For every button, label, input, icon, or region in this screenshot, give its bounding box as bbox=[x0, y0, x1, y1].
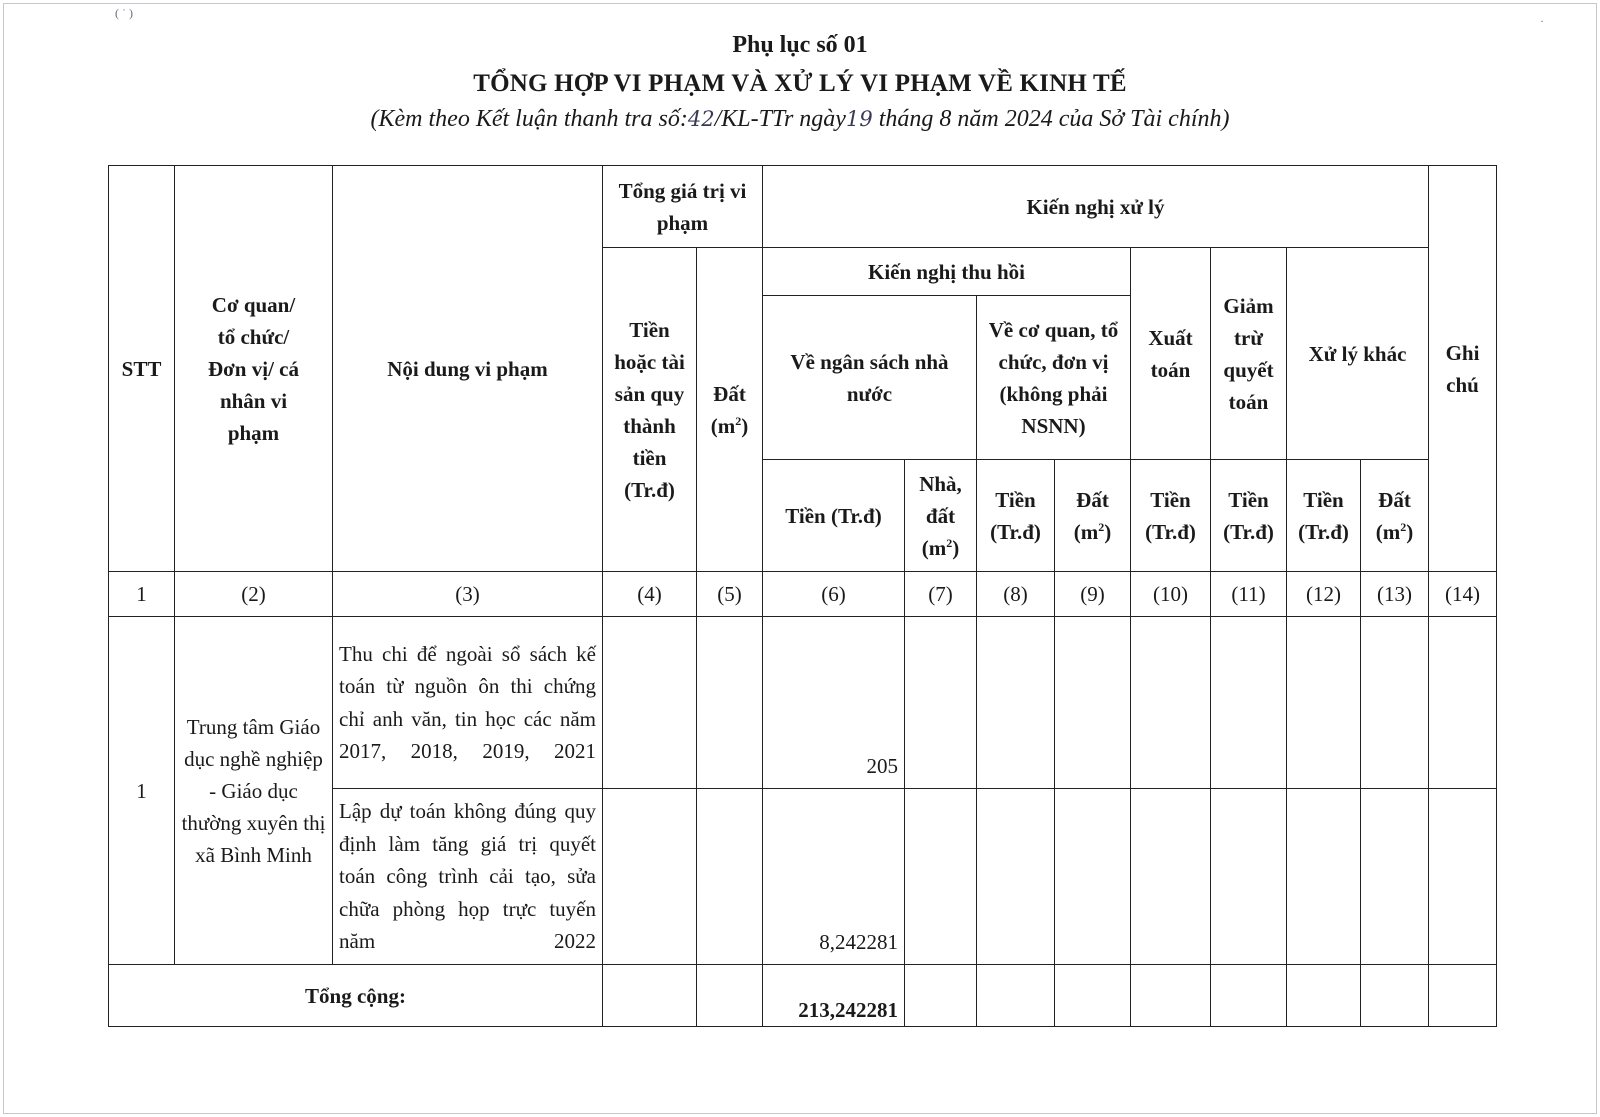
column-number: (7) bbox=[905, 572, 977, 617]
header-other-handling: Xử lý khác bbox=[1287, 248, 1429, 460]
money-label: Tiền bbox=[995, 487, 1036, 512]
header-recovery: Kiến nghị thu hồi bbox=[763, 248, 1131, 296]
column-number: (10) bbox=[1131, 572, 1211, 617]
cell-empty bbox=[1287, 617, 1361, 789]
content-text-last: trực tuyến năm 2022 bbox=[339, 896, 597, 954]
cell-empty bbox=[1287, 965, 1361, 1027]
money-label: Tiền bbox=[1228, 487, 1269, 512]
cell-empty bbox=[977, 789, 1055, 965]
scan-artifact-icon: · bbox=[1540, 14, 1544, 28]
header-other-land: Đất $(m^2)$ bbox=[1361, 460, 1429, 572]
cell-empty bbox=[1429, 617, 1497, 789]
cell-empty bbox=[1131, 617, 1211, 789]
violations-table bbox=[108, 165, 1497, 1027]
column-number: (4) bbox=[603, 572, 697, 617]
header-settlement-deduction: Giảm trừ quyết toán bbox=[1211, 248, 1287, 460]
content-text: Lập dự toán không đúng quy định làm tăng giá trị quyết toán công trình cải tạo, sửa chữa phòng họp bbox=[339, 799, 596, 921]
trd-label: (Tr.đ) bbox=[1145, 519, 1196, 544]
cell-empty bbox=[1361, 617, 1429, 789]
column-number: (8) bbox=[977, 572, 1055, 617]
row-org: Trung tâm Giáo dục nghề nghiệp - Giáo dục thường xuyên thị xã Bình Minh bbox=[175, 617, 333, 965]
subtitle-suffix: tháng 8 năm 2024 của Sở Tài chính) bbox=[872, 106, 1230, 132]
handwritten-number: 42 bbox=[687, 107, 715, 131]
column-number: (14) bbox=[1429, 572, 1497, 617]
header-state-budget: Về ngân sách nhà nước bbox=[763, 296, 977, 460]
land-unit: (m bbox=[1375, 519, 1401, 544]
header-house-land: Nhà, đất $(m^2)$ bbox=[905, 460, 977, 572]
header-org-land: Đất $(m^2)$ bbox=[1055, 460, 1131, 572]
header-house-land-label: Nhà, đất bbox=[919, 471, 962, 528]
scan-artifact-icon: ( ˙ ) bbox=[115, 6, 133, 20]
header-land-unit: (m bbox=[710, 413, 736, 438]
subtitle-mid: /KL-TTr ngày bbox=[714, 106, 846, 132]
column-number: (9) bbox=[1055, 572, 1131, 617]
content-text-last: 2019, 2021 bbox=[482, 739, 597, 763]
header-write-off: Xuất toán bbox=[1131, 248, 1211, 460]
cell-state-budget-money: 8,242281 bbox=[763, 789, 905, 965]
column-number: (12) bbox=[1287, 572, 1361, 617]
trd-label: (Tr.đ) bbox=[1223, 519, 1274, 544]
column-number-row bbox=[109, 572, 1497, 617]
header-stt: STT bbox=[109, 166, 175, 572]
cell-empty bbox=[697, 965, 763, 1027]
column-number: (2) bbox=[175, 572, 333, 617]
cell-empty bbox=[1131, 789, 1211, 965]
total-label: Tổng cộng: bbox=[109, 965, 603, 1027]
header-notes: Ghi chú bbox=[1429, 166, 1497, 572]
cell-empty bbox=[1361, 789, 1429, 965]
column-number: (3) bbox=[333, 572, 603, 617]
header-house-land-unit: (m bbox=[921, 535, 947, 560]
cell-empty bbox=[1211, 965, 1287, 1027]
cell-empty bbox=[977, 617, 1055, 789]
cell-empty bbox=[1287, 789, 1361, 965]
header-proposal: Kiến nghị xử lý bbox=[763, 166, 1429, 248]
cell-empty bbox=[1055, 965, 1131, 1027]
cell-state-budget-money: 205 bbox=[763, 617, 905, 789]
cell-empty bbox=[1429, 965, 1497, 1027]
row-stt: 1 bbox=[109, 617, 175, 965]
cell-empty bbox=[603, 965, 697, 1027]
document-subtitle bbox=[0, 106, 1600, 133]
row-content bbox=[333, 789, 603, 965]
handwritten-day: 19 bbox=[845, 107, 873, 131]
cell-empty bbox=[905, 789, 977, 965]
trd-label: (Tr.đ) bbox=[1298, 519, 1349, 544]
document-title: TỔNG HỢP VI PHẠM VÀ XỬ LÝ VI PHẠM VỀ KINH TẾ bbox=[473, 70, 1127, 97]
cell-empty bbox=[1211, 617, 1287, 789]
column-number: 1 bbox=[109, 572, 175, 617]
cell-empty bbox=[603, 617, 697, 789]
table-row bbox=[109, 617, 1497, 789]
appendix-label: Phụ lục số 01 bbox=[732, 32, 868, 58]
total-state-budget-money: 213,242281 bbox=[763, 965, 905, 1027]
column-number: (13) bbox=[1361, 572, 1429, 617]
cell-empty bbox=[697, 789, 763, 965]
header-org-money bbox=[977, 460, 1055, 572]
header-write-off-money bbox=[1131, 460, 1211, 572]
header-org-not-budget: Về cơ quan, tổ chức, đơn vị (không phải NSNN) bbox=[977, 296, 1131, 460]
header-land: Đất $(m^2)$ bbox=[697, 248, 763, 572]
cell-empty bbox=[905, 965, 977, 1027]
cell-empty bbox=[1131, 965, 1211, 1027]
column-number: (5) bbox=[697, 572, 763, 617]
header-deduction-money bbox=[1211, 460, 1287, 572]
header-land-label: Đất bbox=[713, 381, 746, 406]
subtitle-prefix: (Kèm theo Kết luận thanh tra số: bbox=[370, 106, 688, 132]
cell-empty bbox=[977, 965, 1055, 1027]
cell-empty bbox=[697, 617, 763, 789]
land-label: Đất bbox=[1076, 487, 1109, 512]
column-number: (6) bbox=[763, 572, 905, 617]
cell-empty bbox=[905, 617, 977, 789]
land-unit: (m bbox=[1073, 519, 1099, 544]
cell-empty bbox=[603, 789, 697, 965]
row-content bbox=[333, 617, 603, 789]
content-text: Thu chi để ngoài sổ sách kế toán từ nguồn ôn thi chứng chỉ anh văn, tin học các năm 2017, 2018, bbox=[339, 641, 596, 763]
cell-empty bbox=[1429, 789, 1497, 965]
header-money-or-assets: Tiền hoặc tài sản quy thành tiền (Tr.đ) bbox=[603, 248, 697, 572]
land-label: Đất bbox=[1378, 487, 1411, 512]
header-state-money: Tiền (Tr.đ) bbox=[763, 460, 905, 572]
cell-empty bbox=[1055, 617, 1131, 789]
column-number: (11) bbox=[1211, 572, 1287, 617]
money-label: Tiền bbox=[1150, 487, 1191, 512]
money-label: Tiền bbox=[1303, 487, 1344, 512]
total-row bbox=[109, 965, 1497, 1027]
header-content: Nội dung vi phạm bbox=[333, 166, 603, 572]
header-total-value: Tổng giá trị vi phạm bbox=[603, 166, 763, 248]
cell-empty bbox=[1055, 789, 1131, 965]
header-other-money bbox=[1287, 460, 1361, 572]
cell-empty bbox=[1361, 965, 1429, 1027]
trd-label: (Tr.đ) bbox=[990, 519, 1041, 544]
cell-empty bbox=[1211, 789, 1287, 965]
header-org: Cơ quan/ tổ chức/ Đơn vị/ cá nhân vi phạm bbox=[175, 166, 333, 572]
